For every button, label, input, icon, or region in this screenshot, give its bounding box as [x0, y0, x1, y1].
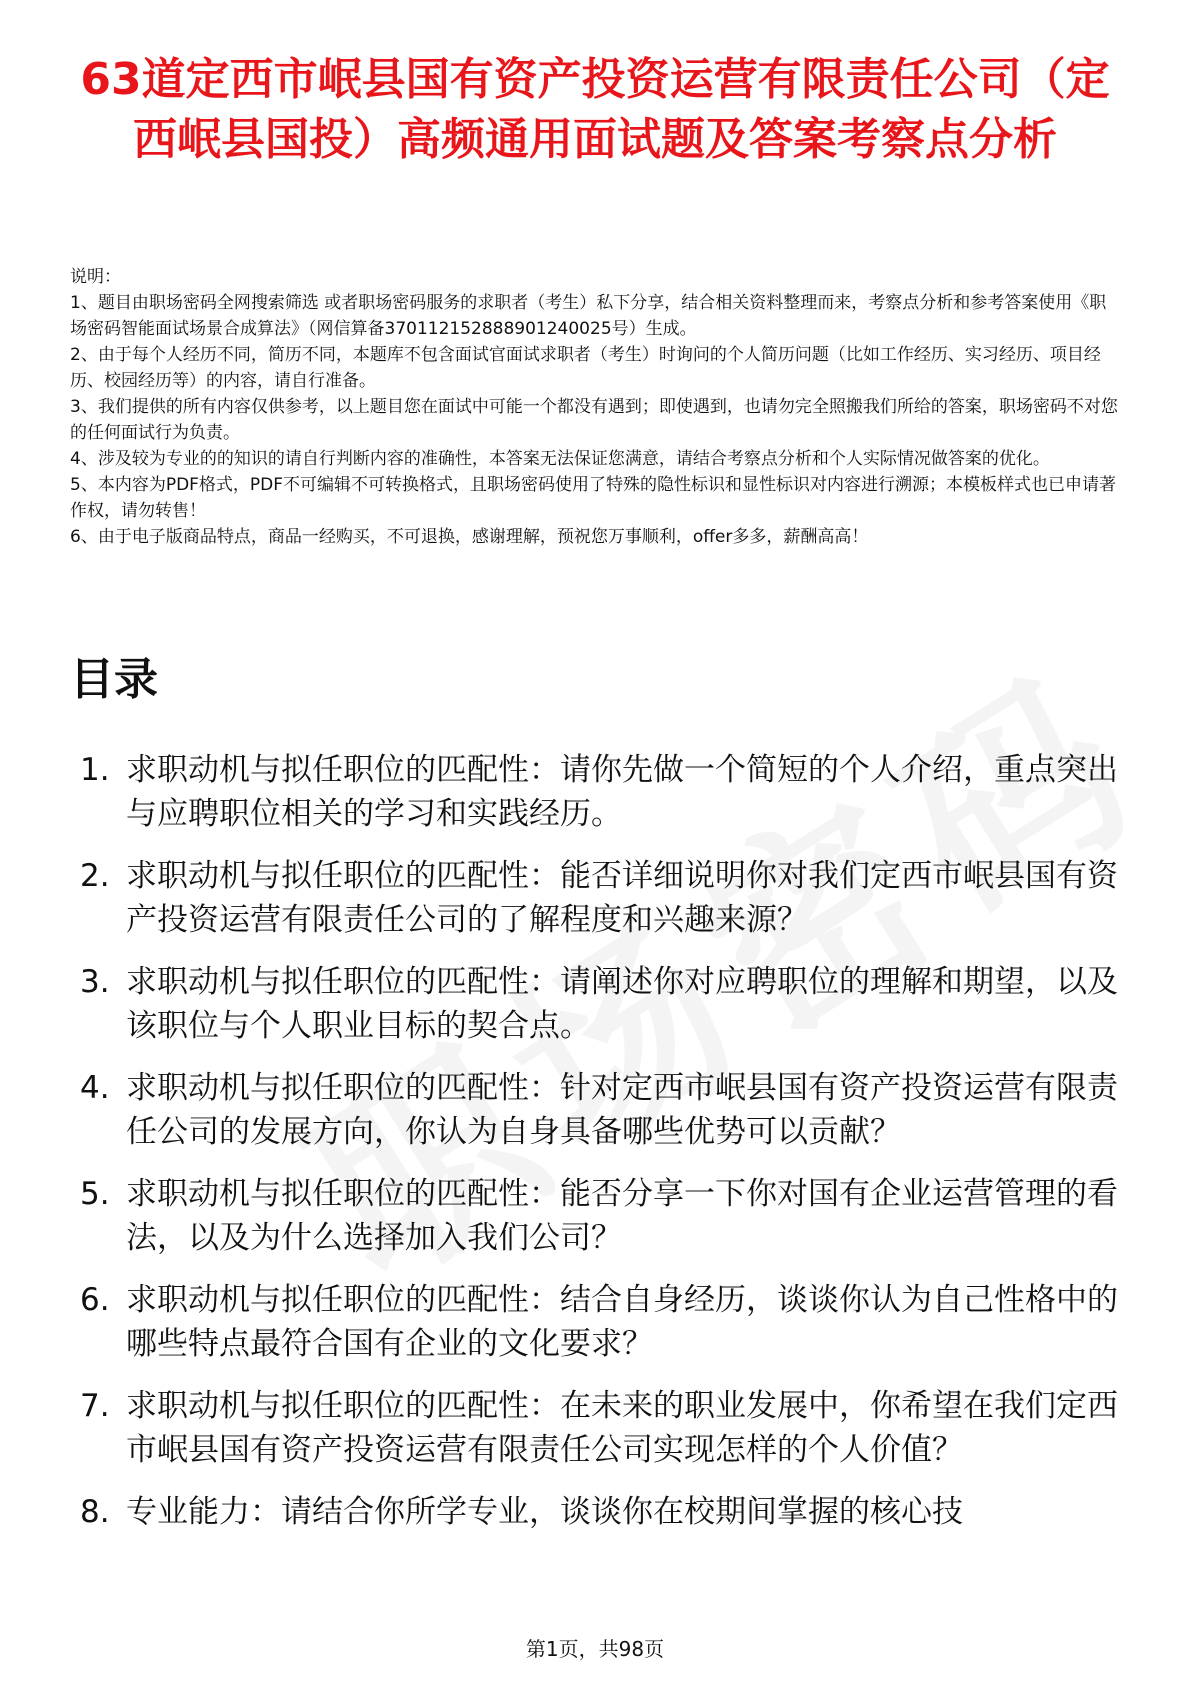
toc-item-number: 6. — [80, 1282, 110, 1318]
note-item: 2、由于每个人经历不同，简历不同，本题库不包含面试官面试求职者（考生）时询问的个人简历问题（比如工作经历、实习经历、项目经历、校园经历等）的内容，请自行准备。 — [70, 345, 1101, 391]
toc-item[interactable] — [70, 1172, 1120, 1260]
toc-item[interactable] — [70, 960, 1120, 1048]
toc-item-text: 求职动机与拟任职位的匹配性：请阐述你对应聘职位的理解和期望，以及该职位与个人职业目标的契合点。 — [126, 964, 1118, 1044]
note-item: 1、题目由职场密码全网搜索筛选 或者职场密码服务的求职者（考生）私下分享，结合相关资料整理而来，考察点分析和参考答案使用《职场密码智能面试场景合成算法》（网信算备370112152888901240025号）生成。 — [70, 293, 1107, 339]
toc-item[interactable] — [70, 854, 1120, 942]
document-title: 63道定西市岷县国有资产投资运营有限责任公司（定西岷县国投）高频通用面试题及答案考察点分析 — [80, 54, 1110, 165]
toc-item[interactable] — [70, 1066, 1120, 1154]
toc-item[interactable] — [70, 748, 1120, 836]
toc-item-number: 2. — [80, 858, 110, 894]
toc-item-text: 求职动机与拟任职位的匹配性：能否分享一下你对国有企业运营管理的看法，以及为什么选择加入我们公司？ — [126, 1176, 1118, 1256]
toc-item-number: 3. — [80, 964, 110, 1000]
toc-item-number: 4. — [80, 1070, 110, 1106]
note-item: 4、涉及较为专业的的知识的请自行判断内容的准确性，本答案无法保证您满意，请结合考察点分析和个人实际情况做答案的优化。 — [70, 449, 1050, 469]
toc-item[interactable] — [70, 1384, 1120, 1472]
note-item: 6、由于电子版商品特点，商品一经购买，不可退换，感谢理解，预祝您万事顺利，offer多多，薪酬高高！ — [70, 527, 869, 547]
toc-item-text: 专业能力：请结合你所学专业，谈谈你在校期间掌握的核心技 — [126, 1494, 963, 1530]
toc-item-text: 求职动机与拟任职位的匹配性：在未来的职业发展中，你希望在我们定西市岷县国有资产投资运营有限责任公司实现怎样的个人价值？ — [126, 1388, 1118, 1468]
toc-item-number: 1. — [80, 752, 110, 788]
toc-item-text: 求职动机与拟任职位的匹配性：结合自身经历，谈谈你认为自己性格中的哪些特点最符合国有企业的文化要求？ — [126, 1282, 1118, 1362]
note-item: 3、我们提供的所有内容仅供参考，以上题目您在面试中可能一个都没有遇到；即使遇到，也请勿完全照搬我们所给的答案，职场密码不对您的任何面试行为负责。 — [70, 397, 1118, 443]
toc-item[interactable] — [70, 1278, 1120, 1366]
notes-heading: 说明： — [70, 267, 121, 287]
toc-list — [70, 748, 1120, 1552]
toc-item-text: 求职动机与拟任职位的匹配性：请你先做一个简短的个人介绍，重点突出与应聘职位相关的学习和实践经历。 — [126, 752, 1118, 832]
page-footer: 第1页，共98页 — [525, 1637, 665, 1661]
note-item: 5、本内容为PDF格式，PDF不可编辑不可转换格式，且职场密码使用了特殊的隐性标识和显性标识对内容进行溯源；本模板样式也已申请著作权，请勿转售！ — [70, 475, 1117, 521]
notes-section — [70, 264, 1120, 550]
toc-item-text: 求职动机与拟任职位的匹配性：针对定西市岷县国有资产投资运营有限责任公司的发展方向，你认为自身具备哪些优势可以贡献？ — [126, 1070, 1118, 1150]
toc-item-number: 7. — [80, 1388, 110, 1424]
toc-heading: 目录 — [70, 654, 158, 705]
toc-item[interactable] — [70, 1490, 1120, 1534]
toc-item-number: 5. — [80, 1176, 110, 1212]
toc-item-text: 求职动机与拟任职位的匹配性：能否详细说明你对我们定西市岷县国有资产投资运营有限责任公司的了解程度和兴趣来源？ — [126, 858, 1118, 938]
toc-item-number: 8. — [80, 1494, 110, 1530]
